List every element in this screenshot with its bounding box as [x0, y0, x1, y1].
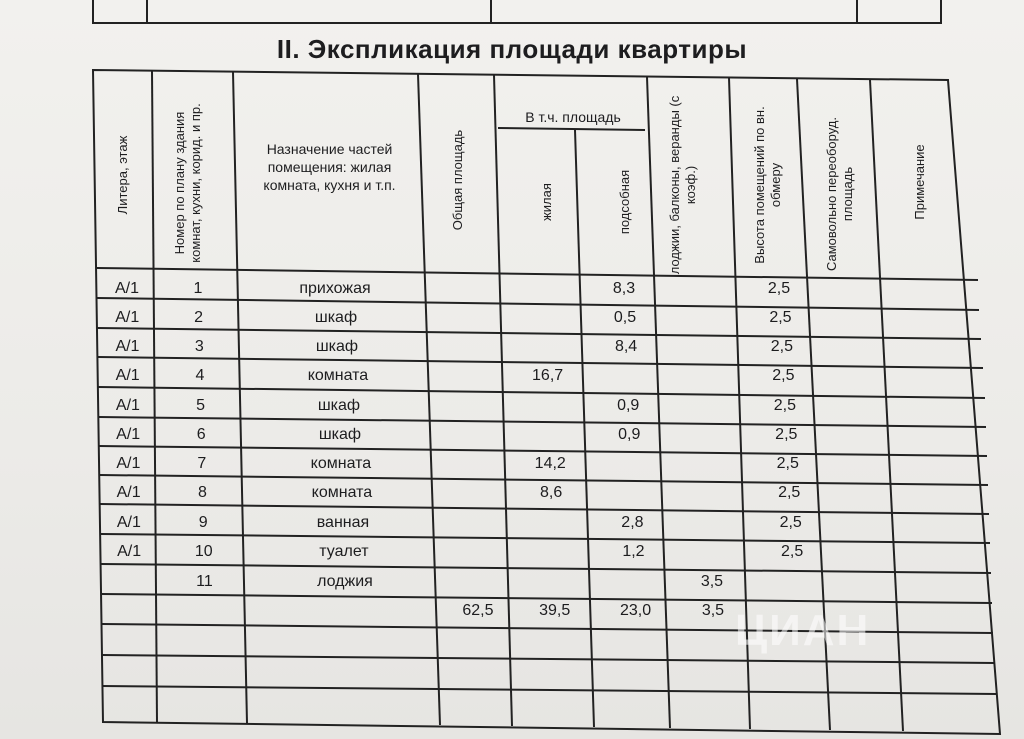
cell-aux	[595, 482, 667, 504]
cell-living	[510, 424, 588, 446]
cell-lit	[103, 660, 157, 682]
cell-loggia: 3,5	[700, 573, 724, 590]
cell-height: 2,5	[769, 309, 792, 326]
cell-living	[518, 691, 596, 713]
cell-lit	[103, 691, 157, 713]
cell-total	[443, 660, 517, 682]
cell-lit: А/1	[117, 543, 142, 560]
cell-aux: 0,9	[617, 397, 640, 414]
cell-lit: А/1	[115, 397, 140, 414]
cell-loggia	[671, 541, 751, 563]
cell-loggia	[669, 482, 749, 504]
cell-aux: 23,0	[620, 602, 652, 619]
cell-height: 2,5	[778, 484, 801, 501]
cell-num	[167, 691, 247, 713]
cell-aux	[594, 453, 666, 475]
cell-num: 6	[196, 426, 206, 443]
cell-total	[435, 424, 509, 446]
watermark: ЦИАН	[735, 606, 871, 655]
cell-living: 16,7	[532, 367, 564, 384]
cell-total	[437, 482, 511, 504]
header-illegal-area: Самовольно переоборуд. площадь	[823, 117, 855, 272]
cell-loggia	[670, 512, 750, 534]
cell-lit: А/1	[114, 280, 139, 297]
cell-total	[440, 571, 514, 593]
cell-lit	[102, 571, 156, 593]
cell-height: 2,5	[770, 338, 794, 355]
cell-height	[764, 691, 836, 713]
cell-name: шкаф	[318, 426, 362, 443]
cell-living	[507, 307, 585, 329]
cell-height: 2,5	[776, 455, 799, 472]
cell-aux: 2,8	[621, 514, 644, 531]
cell-num: 10	[194, 543, 213, 560]
cell-living	[508, 336, 586, 358]
cell-lit: А/1	[115, 338, 140, 355]
header-number: Номер по плану здания комнат, кухни, корид. и пр.	[171, 103, 203, 263]
cell-aux	[599, 571, 671, 593]
cell-name	[257, 630, 437, 652]
cell-height	[762, 660, 834, 682]
cell-lit: А/1	[116, 426, 141, 443]
cell-height: 2,5	[781, 543, 804, 560]
cell-loggia	[666, 395, 746, 417]
cell-lit: А/1	[116, 484, 141, 501]
cell-name	[259, 691, 439, 713]
cell-num: 1	[193, 280, 203, 297]
header-total-area: Общая площадь	[449, 129, 465, 231]
cell-loggia	[663, 307, 743, 329]
cell-name	[256, 600, 436, 622]
cell-num: 4	[195, 367, 205, 384]
cell-num: 8	[198, 484, 207, 501]
cell-name: прихожая	[299, 280, 371, 297]
cell-loggia: 3,5	[701, 602, 725, 619]
cell-living: 8,6	[539, 484, 563, 501]
cell-name: лоджия	[317, 573, 373, 590]
cell-lit: А/1	[115, 309, 140, 326]
cell-num	[165, 600, 245, 622]
cell-living	[506, 278, 584, 300]
cell-total	[438, 512, 512, 534]
cell-name: комната	[307, 367, 369, 384]
cell-height: 2,5	[779, 514, 802, 531]
cell-total	[431, 307, 505, 329]
cell-aux: 0,9	[618, 426, 641, 443]
cell-height: 2,5	[772, 367, 795, 384]
cell-total	[432, 336, 506, 358]
cell-loggia	[667, 424, 747, 446]
cell-aux	[601, 630, 673, 652]
cell-living	[513, 512, 591, 534]
cell-loggia	[676, 691, 756, 713]
cell-num	[166, 660, 246, 682]
cell-aux	[602, 660, 674, 682]
cell-num: 11	[196, 573, 213, 590]
cell-total: 62,5	[462, 602, 494, 619]
cell-total	[434, 395, 508, 417]
cell-name: туалет	[319, 543, 369, 560]
cell-aux: 8,4	[614, 338, 638, 355]
cell-living	[517, 660, 595, 682]
cell-total	[436, 453, 510, 475]
cell-aux: 0,5	[613, 309, 637, 326]
page-title: II. Экспликация площади квартиры	[276, 34, 748, 64]
cell-name: шкаф	[317, 397, 361, 414]
cell-living	[517, 630, 595, 652]
cell-num	[166, 630, 246, 652]
cell-name: шкаф	[314, 309, 358, 326]
cell-name: шкаф	[315, 338, 359, 355]
cell-living	[514, 541, 592, 563]
header-purpose: Назначение частей помещения: жилая комната, кухня и т.п.	[263, 141, 396, 194]
header-height: Высота помещений по вн. обмеру	[751, 106, 783, 264]
cell-loggia	[662, 278, 742, 300]
cell-num: 2	[194, 309, 204, 326]
cell-total	[433, 365, 507, 387]
cell-lit	[103, 600, 157, 622]
cell-lit: А/1	[116, 514, 141, 531]
header-living: жилая	[538, 183, 554, 221]
cell-name	[258, 660, 438, 682]
cell-total	[444, 691, 518, 713]
cell-height	[758, 571, 830, 593]
cell-loggia	[668, 453, 748, 475]
header-auxiliary: подсобная	[616, 169, 632, 235]
cell-living: 39,5	[539, 602, 571, 619]
cell-living	[515, 571, 593, 593]
cell-lit: А/1	[115, 367, 140, 384]
cell-lit: А/1	[116, 455, 141, 472]
cell-name: комната	[311, 484, 373, 501]
cell-height: 2,5	[773, 397, 796, 414]
cell-num: 3	[194, 338, 204, 355]
cell-aux	[603, 691, 675, 713]
cell-height: 2,5	[775, 426, 798, 443]
cell-num: 9	[198, 514, 208, 531]
cell-living	[510, 395, 588, 417]
cell-total	[442, 630, 516, 652]
cell-living: 14,2	[534, 455, 566, 472]
header-note: Примечание	[911, 144, 927, 220]
cell-total	[430, 278, 504, 300]
header-litera: Литера, этаж	[114, 135, 130, 215]
cell-loggia	[665, 365, 745, 387]
cell-aux: 1,2	[622, 543, 645, 560]
cell-total	[439, 541, 513, 563]
cell-num: 7	[197, 455, 207, 472]
cell-num: 5	[196, 397, 206, 414]
cell-aux: 8,3	[612, 280, 636, 297]
cell-name: комната	[310, 455, 372, 472]
header-loggia: лоджии, балконы, веранды (с коэф.)	[666, 95, 698, 275]
cell-loggia	[675, 660, 755, 682]
cell-aux	[591, 365, 663, 387]
cell-loggia	[664, 336, 744, 358]
cell-lit	[103, 630, 157, 652]
cell-name: ванная	[316, 514, 370, 531]
cell-height: 2,5	[767, 280, 791, 297]
header-including: В т.ч. площадь	[525, 109, 621, 125]
